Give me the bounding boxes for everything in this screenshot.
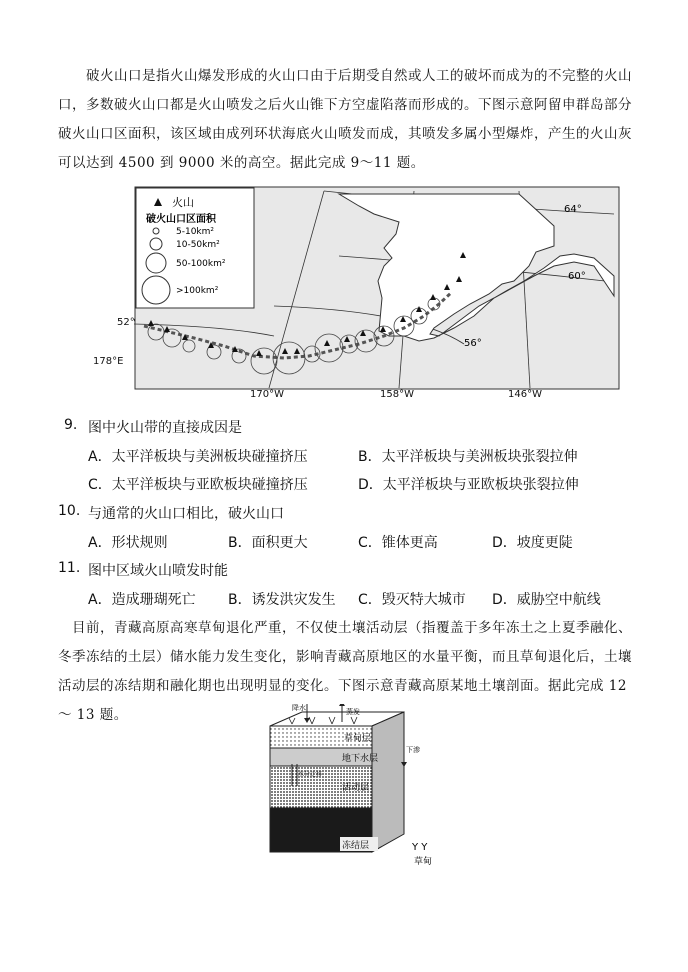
legend-subtitle: 破火山口区面积	[146, 214, 216, 225]
q11-option-d[interactable]: D．威胁空中航线	[492, 592, 601, 608]
lat-label-52: 52°	[117, 317, 135, 328]
soil-profile-diagram	[262, 704, 452, 874]
q9-number: 9.	[64, 417, 78, 433]
label-water-migration: 水分迁移	[298, 771, 323, 778]
q10-option-a[interactable]: A．形状规则	[88, 535, 168, 551]
q11-option-b[interactable]: B．诱发洪灾发生	[228, 592, 336, 608]
label-evap: 蒸发	[346, 708, 360, 716]
q10-option-d[interactable]: D．坡度更陡	[492, 535, 573, 551]
lon-label: 178°E	[93, 356, 124, 367]
legend-item: 5-10km²	[176, 227, 215, 237]
lon-label: 170°W	[250, 389, 284, 400]
legend-item: 50-100km²	[176, 259, 226, 269]
q11-option-a[interactable]: A．造成珊瑚死亡	[88, 592, 196, 608]
aleutian-map	[134, 186, 624, 404]
legend-grass-symbol: Y Y	[412, 842, 428, 853]
q9-option-a[interactable]: A．太平洋板块与美洲板块碰撞挤压	[88, 449, 308, 465]
lat-label: 64°	[564, 204, 582, 215]
lat-label: 60°	[568, 271, 586, 282]
q11-stem: 图中区域火山喷发时能	[88, 563, 228, 579]
q10-option-c[interactable]: C．锥体更高	[358, 535, 438, 551]
q11-number: 11.	[58, 560, 81, 576]
legend-grass: 草甸	[414, 857, 433, 867]
layer-frozen: 冻结层	[342, 841, 370, 851]
q10-number: 10.	[58, 503, 81, 519]
q9-stem: 图中火山带的直接成因是	[88, 420, 242, 436]
legend-item: >100km²	[176, 286, 219, 296]
q9-option-d[interactable]: D．太平洋板块与亚欧板块张裂拉伸	[358, 477, 579, 493]
passage-soil: 目前，青藏高原高寒草甸退化严重，不仅使土壤活动层（指覆盖于多年冻土之上夏季融化、冬季冻结的土层）储水能力发生变化，影响青藏高原地区的水量平衡，而且草甸退化后，土壤活动层的冻结期和融化期也出现明显的变化。下图示意青藏高原某地土壤剖面。据此完成 12～ 13 题。	[58, 620, 632, 723]
q10-stem: 与通常的火山口相比，破火山口	[88, 506, 284, 522]
legend-title: 火山	[172, 196, 194, 209]
layer-groundwater: 地下水层	[342, 754, 379, 764]
layer-active: 活动层	[342, 783, 370, 793]
lat-label: 56°	[464, 338, 482, 349]
label-precip: 降水	[292, 704, 306, 712]
passage-volcano: 破火山口是指火山爆发形成的火山口由于后期受自然或人工的破坏而成为的不完整的火山口，多数破火山口都是火山喷发之后火山锥下方空虚陷落而形成的。下图示意阿留申群岛部分破火山口区面积，该区域由成列环状海底火山喷发而成，其喷发多属小型爆炸，产生的火山灰可以达到 4500 到 9000 米的高空。据此完成 9～11 题。	[58, 68, 632, 171]
q11-option-c[interactable]: C．毁灭特大城市	[358, 592, 466, 608]
layer-meadow: 草甸层	[344, 734, 372, 744]
legend-item: 10-50km²	[176, 240, 220, 250]
lon-label: 158°W	[380, 389, 414, 400]
lon-label: 146°W	[508, 389, 542, 400]
label-infiltration: 下渗	[406, 746, 420, 754]
q9-option-c[interactable]: C．太平洋板块与亚欧板块碰撞挤压	[88, 477, 308, 493]
q9-option-b[interactable]: B．太平洋板块与美洲板块张裂拉伸	[358, 449, 578, 465]
q10-option-b[interactable]: B．面积更大	[228, 535, 308, 551]
